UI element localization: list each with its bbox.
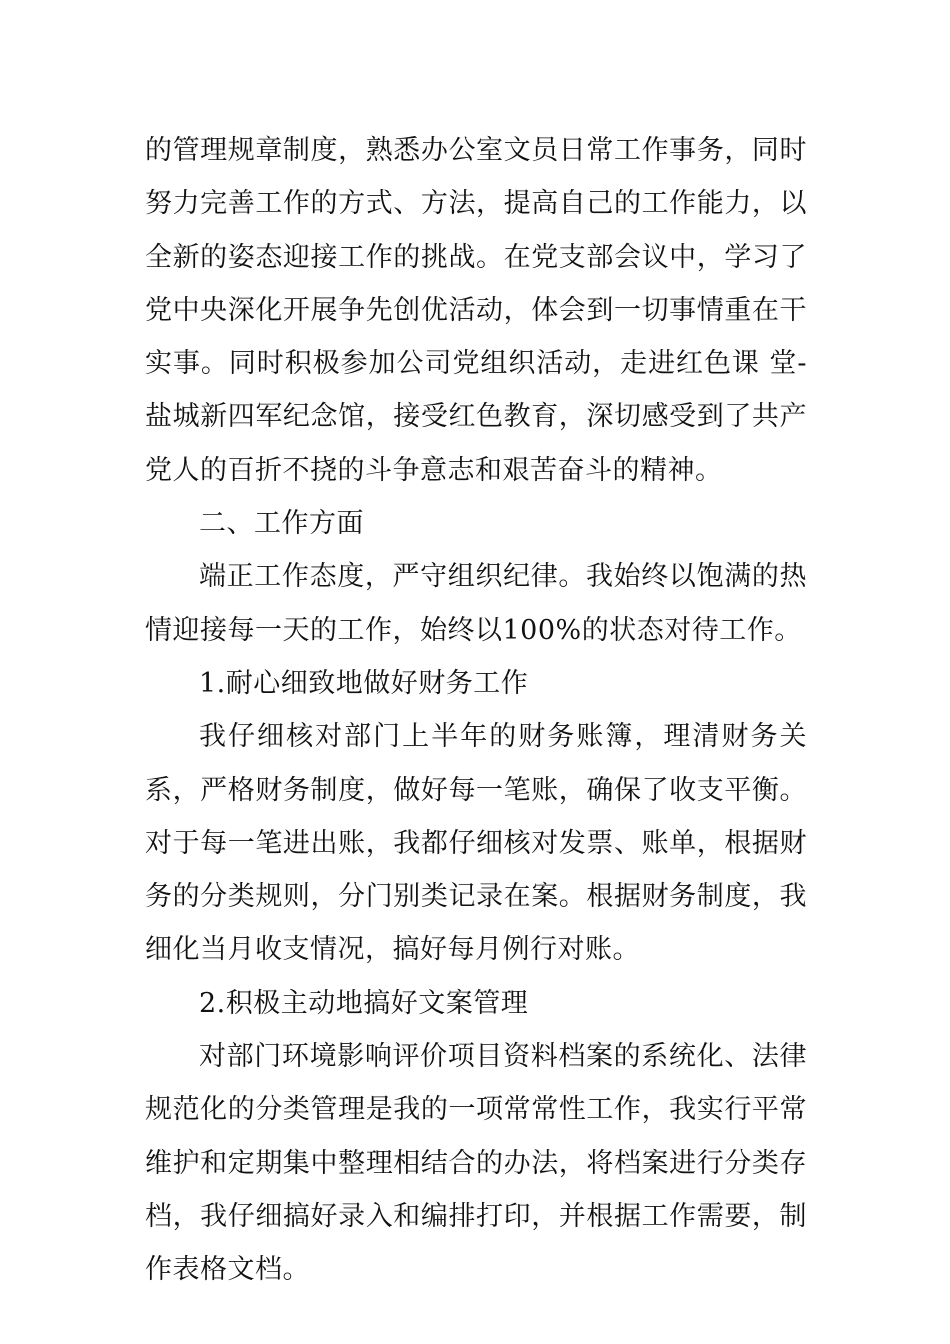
paragraph-party-activities: 的管理规章制度，熟悉办公室文员日常工作事务，同时努力完善工作的方式、方法，提高自己的工作能力，以全新的姿态迎接工作的挑战。在党支部会议中，学习了党中央深化开展争先创优活动，体会到一切事情重在干实事。同时积极参加公司党组织活动，走进红色课 堂-盐城新四军纪念馆，接受红色教育，深切感受到了共产党人的百折不挠的斗争意志和艰苦奋斗的精神。 (145, 135, 807, 486)
paragraph-finance: 我仔细核对部门上半年的财务账簿，理清财务关系，严格财务制度，做好每一笔账，确保了收支平衡。对于每一笔进出账，我都仔细核对发票、账单，根据财务的分类规则，分门别类记录在案。根据财务制度，我细化当月收支情况，搞好每月例行对账。 (145, 721, 807, 966)
document-body (145, 124, 807, 1297)
paragraph-documents: 对部门环境影响评价项目资料档案的系统化、法律规范化的分类管理是我的一项常常性工作，我实行平常维护和定期集中整理相结合的办法，将档案进行分类存档，我仔细搞好录入和编排打印，并根据工作需要，制作表格文档。 (145, 1041, 807, 1286)
subheading-documents: 2.积极主动地搞好文案管理 (199, 987, 529, 1019)
paragraph-work-attitude: 端正工作态度，严守组织纪律。我始终以饱满的热情迎接每一天的工作，始终以100%的状态对待工作。 (145, 561, 807, 646)
section-heading-work: 二、工作方面 (199, 508, 364, 540)
subheading-finance: 1.耐心细致地做好财务工作 (199, 667, 529, 699)
